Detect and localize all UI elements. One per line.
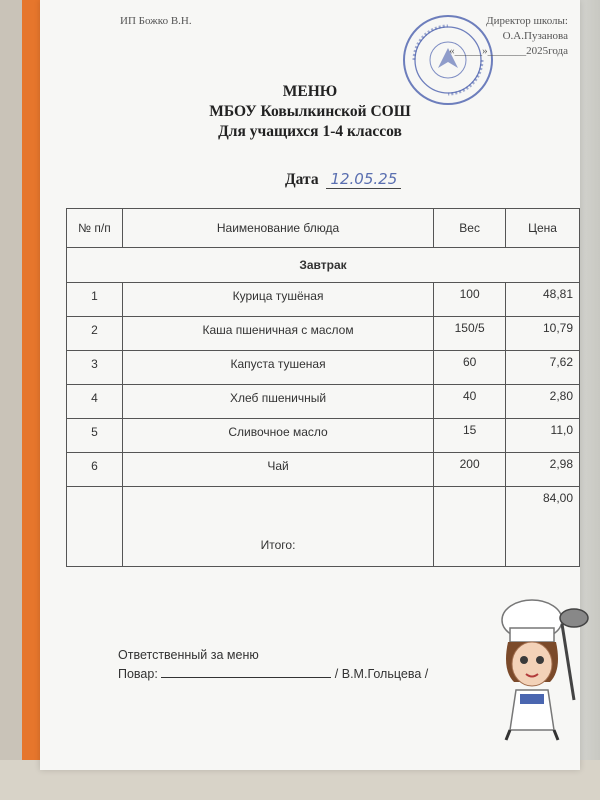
supplier-name: ИП Божко В.Н.: [120, 15, 192, 27]
section-breakfast: Завтрак: [67, 248, 580, 283]
dish-name: Капуста тушеная: [122, 351, 433, 385]
dish-price: 11,0: [506, 419, 580, 453]
cook-label: Повар:: [118, 667, 158, 681]
responsible-line: Ответственный за меню: [118, 648, 259, 662]
row-number: 1: [67, 283, 123, 317]
signature-blank: [161, 666, 331, 678]
cook-name: / В.М.Гольцева /: [334, 667, 429, 681]
dish-weight: 60: [434, 351, 506, 385]
total-empty-cell: [67, 487, 123, 567]
document-title: [40, 82, 580, 142]
table-row: [67, 419, 580, 453]
dish-price: 48,81: [506, 283, 580, 317]
table-row: [67, 453, 580, 487]
dish-name: Сливочное масло: [122, 419, 433, 453]
title-line-2: МБОУ Ковылкинской СОШ: [209, 103, 411, 120]
menu-table: [66, 208, 580, 567]
dish-weight: 40: [434, 385, 506, 419]
title-line-1: МЕНЮ: [282, 83, 338, 100]
dish-price: 10,79: [506, 317, 580, 351]
dish-price: 2,98: [506, 453, 580, 487]
approval-block: [418, 14, 568, 59]
director-name: О.А.Пузанова: [502, 30, 568, 42]
director-title: Директор школы:: [486, 15, 568, 27]
dish-price: 7,62: [506, 351, 580, 385]
table-header-row: [67, 209, 580, 248]
table-row: [67, 351, 580, 385]
row-number: 4: [67, 385, 123, 419]
date-label: Дата: [285, 171, 319, 188]
table-row: [67, 283, 580, 317]
menu-sheet: [40, 0, 580, 770]
dish-name: Хлеб пшеничный: [122, 385, 433, 419]
table-row: [67, 385, 580, 419]
title-line-3: Для учащихся 1-4 классов: [218, 123, 402, 140]
section-row: [67, 248, 580, 283]
dish-weight: 150/5: [434, 317, 506, 351]
total-label: Итого:: [122, 487, 433, 567]
header-weight: Вес: [434, 209, 506, 248]
header-dish-name: Наименование блюда: [122, 209, 433, 248]
orange-frame: [22, 0, 40, 800]
table-row: [67, 317, 580, 351]
row-number: 5: [67, 419, 123, 453]
date-value: 12.05.25: [326, 170, 401, 189]
header-price: Цена: [506, 209, 580, 248]
dish-price: 2,80: [506, 385, 580, 419]
dish-weight: 200: [434, 453, 506, 487]
chef-cartoon-icon: [480, 590, 600, 750]
total-weight-cell: [434, 487, 506, 567]
dish-name: Курица тушёная: [122, 283, 433, 317]
background-left: [0, 0, 22, 800]
dish-weight: 100: [434, 283, 506, 317]
cook-line: [118, 666, 428, 681]
total-row: [67, 487, 580, 567]
dish-weight: 15: [434, 419, 506, 453]
dish-name: Каша пшеничная с маслом: [122, 317, 433, 351]
row-number: 3: [67, 351, 123, 385]
header-number: № п/п: [67, 209, 123, 248]
approval-date: «_____»_______2025года: [449, 45, 568, 57]
row-number: 6: [67, 453, 123, 487]
dish-name: Чай: [122, 453, 433, 487]
date-row: [285, 170, 401, 189]
total-value: 84,00: [506, 487, 580, 567]
row-number: 2: [67, 317, 123, 351]
